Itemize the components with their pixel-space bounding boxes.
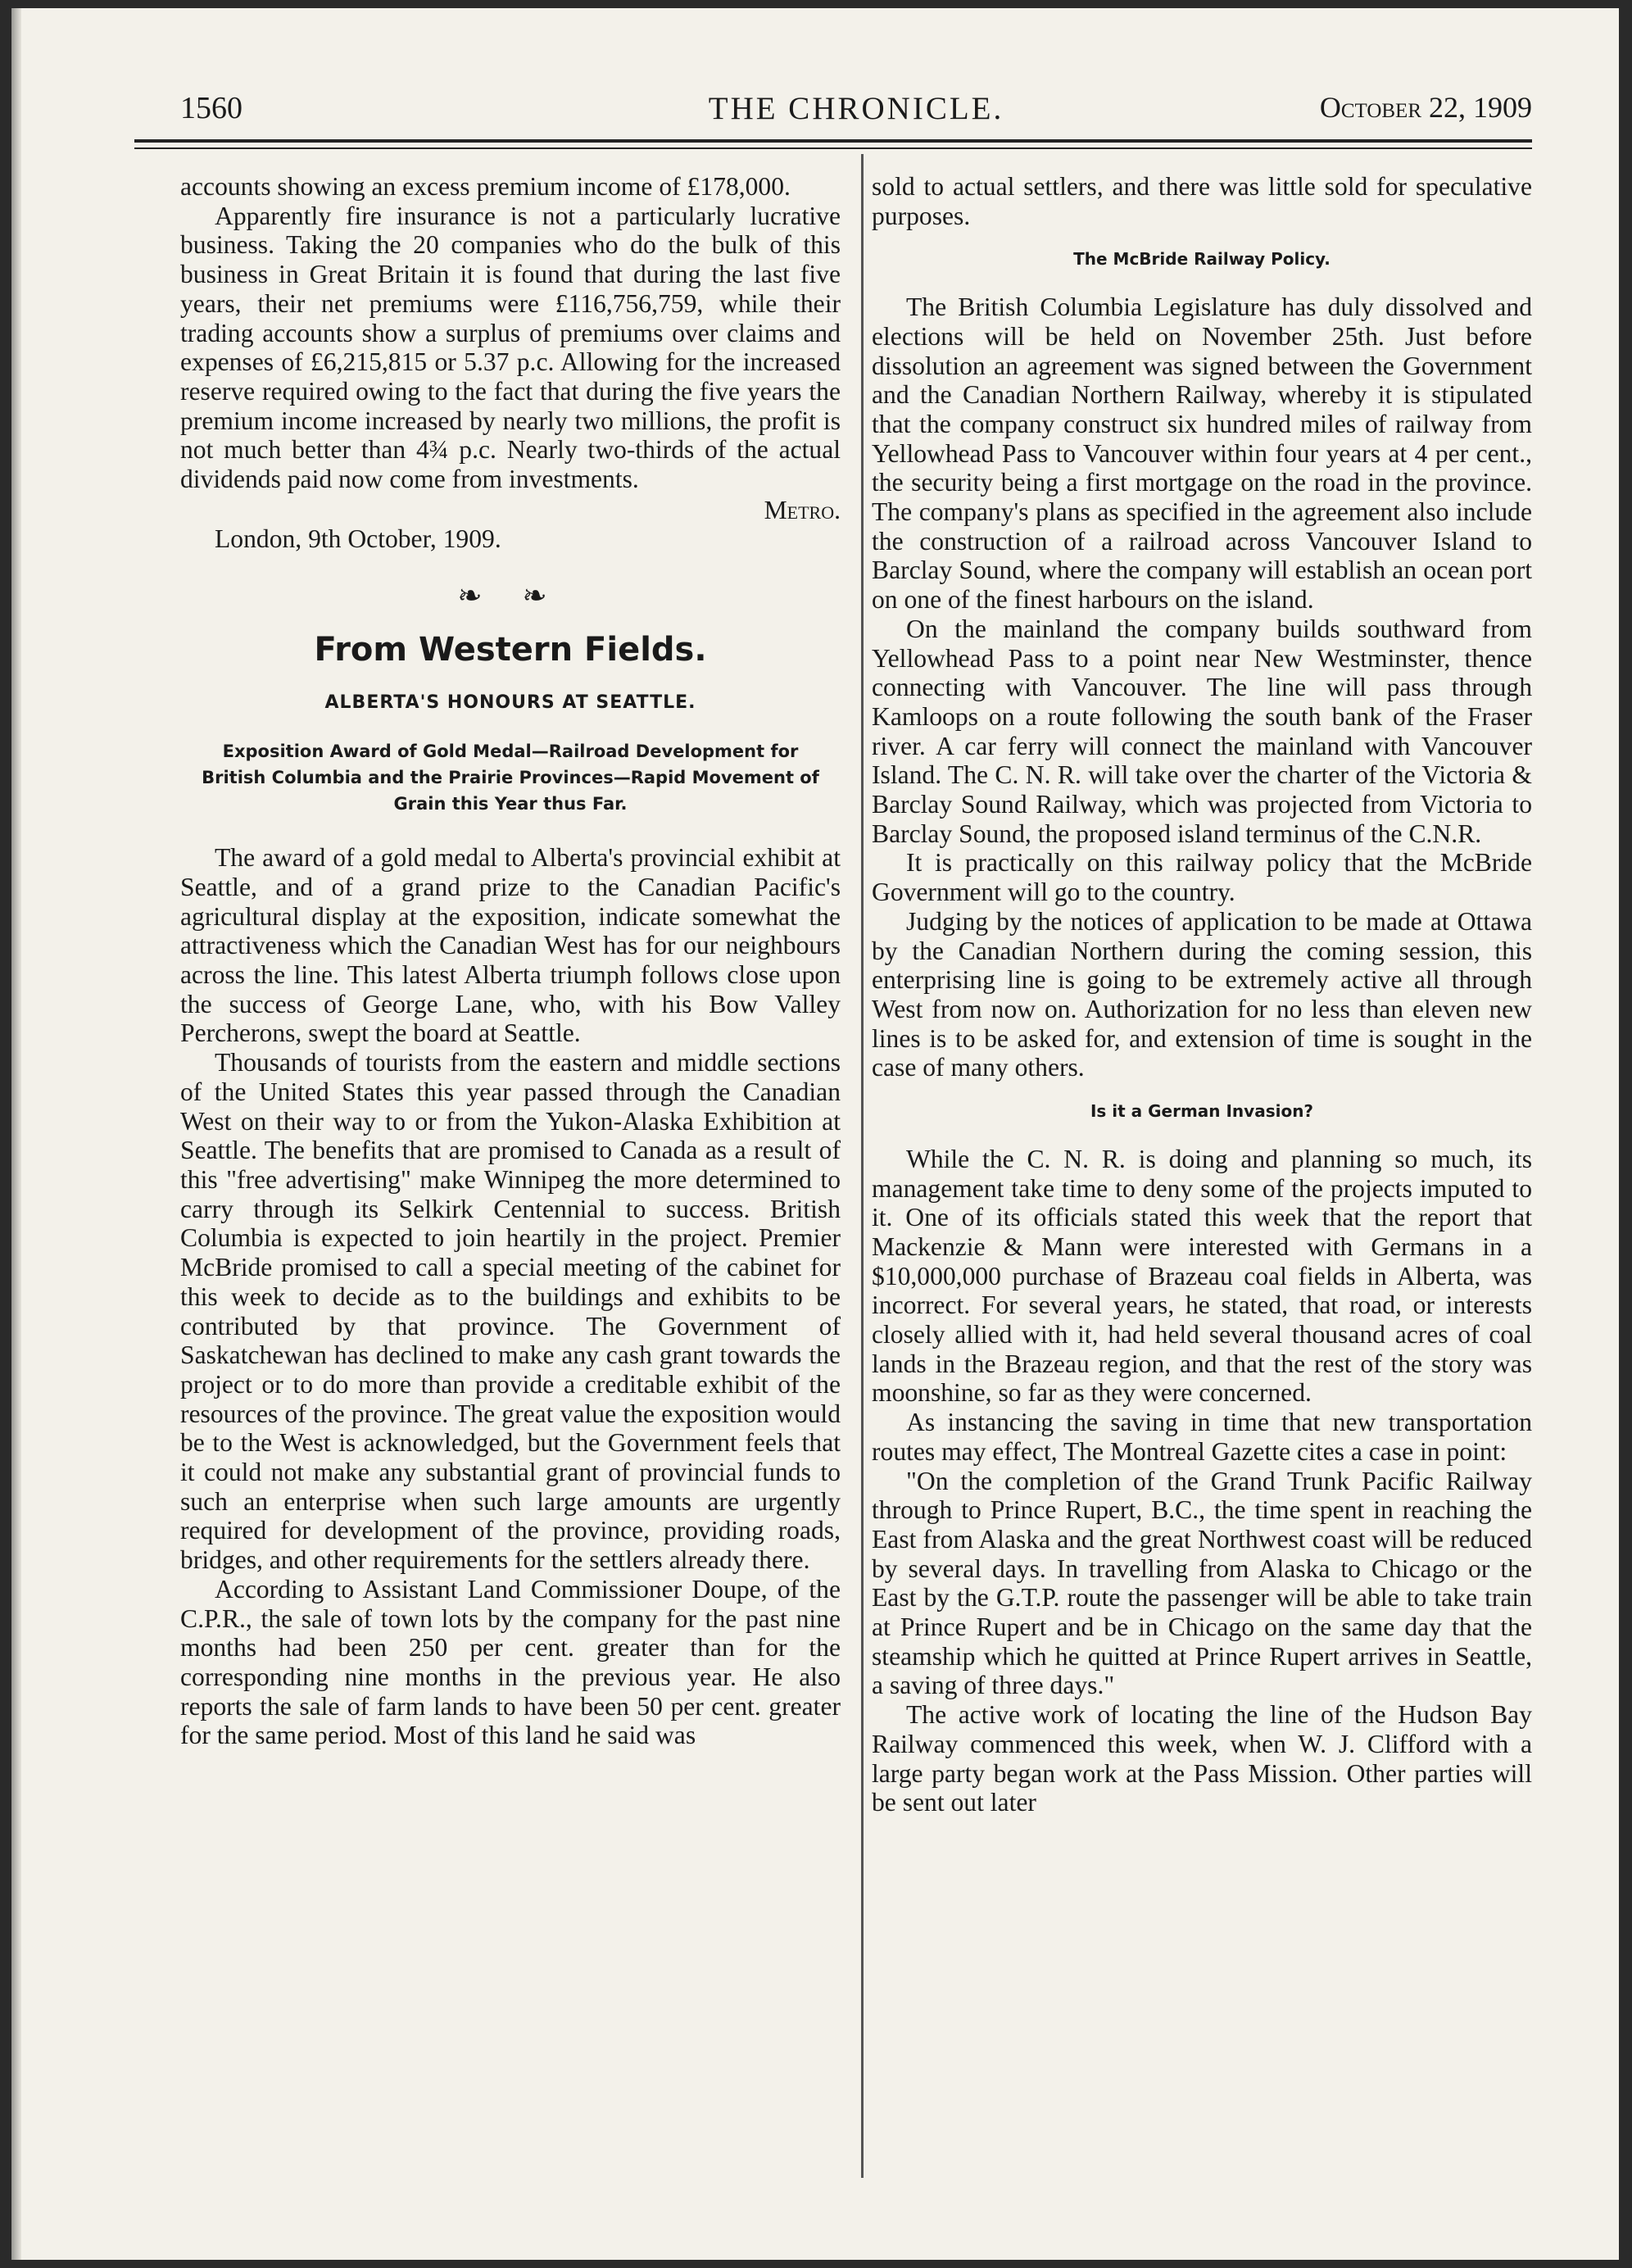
article-subheading: ALBERTA'S HONOURS AT SEATTLE. [324,692,696,713]
section-heading: Is it a German Invasion? [1090,1101,1314,1122]
paragraph: Judging by the notices of application to be made at Ottawa by the Canadian Northern during the coming session, this enterprising line is going to be extremely active all through West from now on. Authorization for no less than eleven new lines is to be asked for, and extension of time is sought in the case of many others. [872,906,1532,1082]
article-deck: Exposition Award of Gold Medal—Railroad Development for British Columbia and the Prairie Provinces—Rapid Movement of Grain this Year thus Far. [202,742,819,814]
paragraph: Thousands of tourists from the eastern and middle sections of the United States this year passed through the Canadian West on their way to or from the Yukon-Alaska Exhibition at Seattle. The benefits that are promised to Canada as a result of this "free advertising" make Winnipeg the more determined to carry through its Selkirk Centennial to success. British Columbia is expected to join heartily in the project. Premier McBride promised to call a special meeting of the cabinet for this week to decide as to the buildings and exhibits to be contributed by that province. The Government of Saskatchewan has declined to make any cash grant towards the project or to do more than provide a creditable exhibit of the resources of the province. The great value the exposition would be to the West is acknowledged, but the Government feels that it could not make any substantial grant of provincial funds to such an enterprise when such large amounts are urgently required for development of the province, providing roads, bridges, and other requirements for the settlers already there. [180,1048,841,1575]
paragraph: sold to actual settlers, and there was little sold for speculative purposes. [872,172,1532,230]
article-heading: From Western Fields. [314,630,707,669]
column-divider [861,154,864,2178]
page-fold-shadow [11,8,21,2260]
paragraph: The active work of locating the line of the Hudson Bay Railway commenced this week, when W. J. Clifford with a large party began work at the Pass Mission. Other parties will be sent out later [872,1700,1532,1817]
paragraph: According to Assistant Land Commissioner Doupe, of the C.P.R., the sale of town lots by the company for the past nine months had been 250 per cent. greater than for the corresponding nine months in the previous year. He also reports the sale of farm lands to have been 50 per cent. greater for the same period. Most of this land he said was [180,1574,841,1750]
author-signature: Metro. [764,495,841,524]
left-column [180,172,841,1750]
quoted-paragraph: "On the completion of the Grand Trunk Pacific Railway through to Prince Rupert, B.C., the time spent in reaching the East from Alaska and the great Northwest coast will be reduced by several days. In travelling from Alaska to Chicago or the East by the G.T.P. route the passenger will be able to take train at Prince Rupert and be in Chicago on the same day that the steamship which he quitted at Prince Rupert arrives in Seattle, a saving of three days." [872,1466,1532,1700]
paragraph: It is practically on this railway policy that the McBride Government will go to the country. [872,848,1532,907]
header-rule-thin [134,147,1532,149]
header-rule-thick [134,139,1532,143]
running-header [180,84,1532,133]
right-column [872,172,1532,1817]
paragraph: The award of a gold medal to Alberta's provincial exhibit at Seattle, and of a grand prize to the Canadian Pacific's agricultural display at the exposition, indicate somewhat the attractiveness which the Canadian West has for our neighbours across the line. This latest Alberta triumph follows close upon the success of George Lane, who, with his Bow Valley Percherons, swept the board at Seattle. [180,843,841,1048]
page-number: 1560 [180,91,243,125]
fleuron-ornament: ❧ ❧ [457,579,564,613]
journal-title: THE CHRONICLE. [708,91,1004,126]
paragraph: The British Columbia Legislature has duly dissolved and elections will be held on November 25th. Just before dissolution an agreement was signed between the Government and the Canadian Northern Railway, whereby it is stipulated that the company construct six hundred miles of railway from Yellowhead Pass to Vancouver within four years at 4 per cent., the security being a first mortgage on the road in the province. The company's plans as specified in the agreement also include the construction of a railroad across Vancouver Island to Barclay Sound, where the company will establish an ocean port on one of the finest harbours on the island. [872,293,1532,615]
section-heading: The McBride Railway Policy. [1073,249,1331,270]
dateline: London, 9th October, 1909. [215,524,501,554]
paragraph: While the C. N. R. is doing and planning so much, its management take time to deny some of the projects imputed to it. One of its officials stated this week that the report that Mackenzie & Mann were interested with Germans in a $10,000,000 purchase of Brazeau coal fields in Alberta, was incorrect. For several years, he stated, that road, or interests closely allied with it, had held several thousand acres of coal lands in the Brazeau region, and that the rest of the story was moonshine, so far as they were concerned. [872,1144,1532,1408]
paragraph: accounts showing an excess premium income of £178,000. [180,172,791,201]
issue-date: October 22, 1909 [1319,91,1532,124]
paragraph: On the mainland the company builds southward from Yellowhead Pass to a point near New Westminster, thence connecting with Vancouver. The line will pass through Kamloops on a route following the south bank of the Fraser river. A car ferry will connect the mainland with Vancouver Island. The C. N. R. will take over the charter of the Victoria & Barclay Sound Railway, which was projected from Victoria to Barclay Sound, the proposed island terminus of the C.N.R. [872,614,1532,848]
paragraph: As instancing the saving in time that new transportation routes may effect, The Montreal Gazette cites a case in point: [872,1408,1532,1466]
newspaper-page [11,8,1619,2260]
paragraph: Apparently fire insurance is not a particularly lucrative business. Taking the 20 companies who do the bulk of this business in Great Britain it is found that during the last five years, their net premiums were £116,756,759, while their trading accounts show a surplus of premiums over claims and expenses of £6,215,815 or 5.37 p.c. Allowing for the increased reserve required owing to the fact that during the five years the premium income increased by nearly two millions, the profit is not much better than 4¾ p.c. Nearly two-thirds of the actual dividends paid now come from investments. [180,201,841,494]
